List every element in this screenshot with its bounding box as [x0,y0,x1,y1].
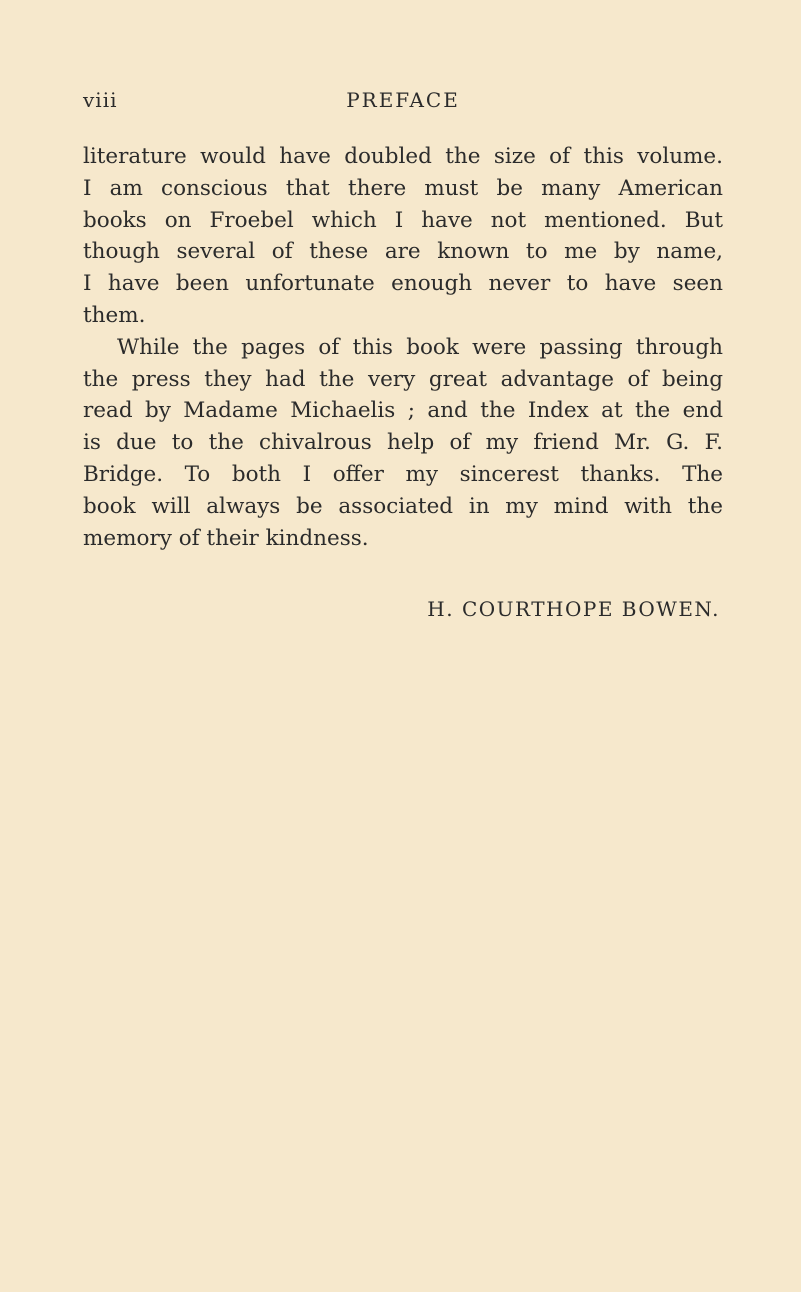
text-line: I am conscious that there must be many American [83,175,723,201]
running-head [83,88,723,120]
running-title: PREFACE [346,88,460,112]
text-line: the press they had the very great advantage of being [83,366,723,392]
text-line: memory of their kindness. [83,525,369,551]
text-line: books on Froebel which I have not mentioned. But [83,207,723,233]
body-text [83,141,723,554]
text-line: Bridge. To both I offer my sincerest thanks. The [83,461,723,487]
text-line: is due to the chivalrous help of my friend Mr. G. F. [83,430,723,456]
text-line: I have been unfortunate enough never to have seen [83,271,723,297]
author-signature: H. COURTHOPE BOWEN. [427,597,720,621]
text-line: though several of these are known to me by name, [83,239,723,265]
text-line: literature would have doubled the size of this volume. [83,144,723,169]
page-number: viii [83,88,118,112]
text-line: While the pages of this book were passing through [117,334,723,360]
text-line: read by Madame Michaelis ; and the Index at the end [83,398,723,424]
text-line: them. [83,302,146,328]
text-line: book will always be associated in my mind with the [83,493,723,519]
